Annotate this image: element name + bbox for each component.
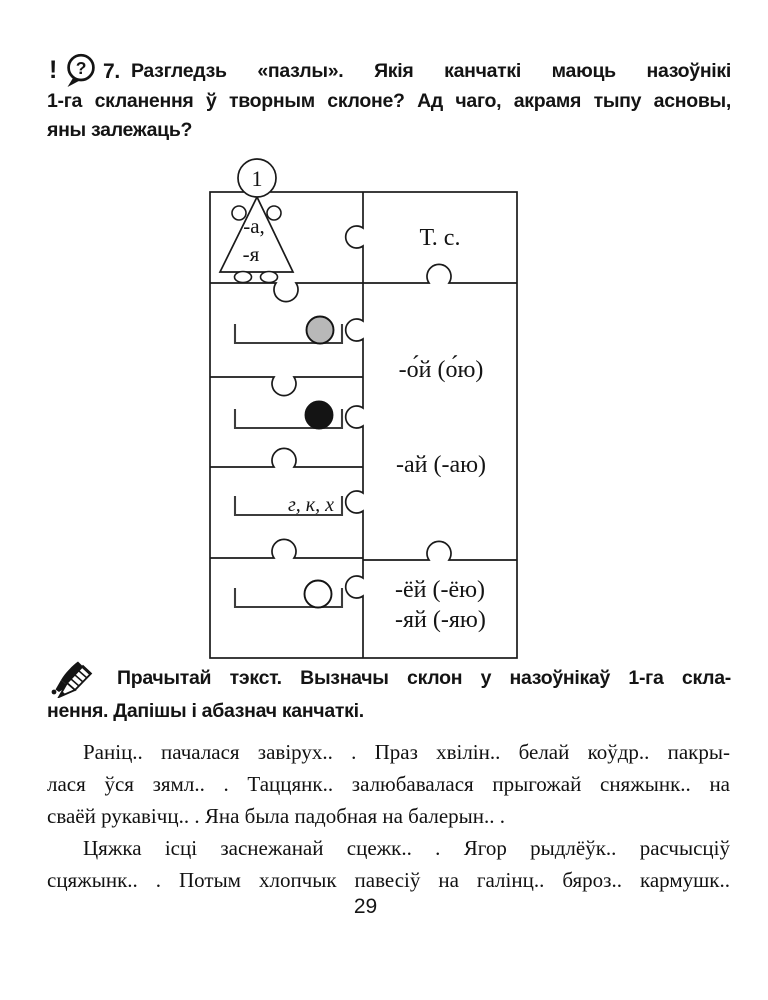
label-instrumental-case: Т. с. — [419, 225, 461, 251]
task2-block — [47, 660, 731, 726]
task1-line: яны залежаць? — [47, 119, 193, 141]
task2-line: нення. Дапішы і абазнач канчаткі. — [47, 700, 364, 722]
doll-foot-left — [235, 272, 252, 283]
consonants-label: г, к, х — [287, 494, 335, 516]
task1-block — [47, 56, 731, 145]
passage-line: сваёй рукавічц.. . Яна была падобная на балерын.. . — [47, 804, 506, 828]
unstressed-stem-circle-black — [306, 402, 333, 429]
stressed-stem-circle-gray — [307, 317, 334, 344]
writing-tools-icon — [47, 658, 111, 698]
task-number: 7. — [103, 59, 120, 83]
puzzle-diagram — [205, 155, 523, 665]
doll-hand-right — [267, 206, 281, 220]
label-soft-ending-line1: -ёй (-ёю) — [395, 577, 486, 603]
passage-line: Цяжка ісці заснежанай сцежк.. . Ягор рыдлёўк.. расчысціў — [83, 836, 730, 860]
passage-line: Раніц.. пачалася завірух.. . Праз хвілін.. белай коўдр.. пакры- — [83, 740, 730, 764]
label-hard-ending: -ай (-аю) — [395, 452, 487, 478]
task2-first-line — [47, 660, 731, 696]
task2-line: Прачытай тэкст. Вызначы склон у назоўнікаў 1-га скла- — [117, 667, 731, 689]
question-bubble-icon — [62, 52, 99, 89]
task1-line: Разгледзь «пазлы». Якія канчаткі маюць назоўнікі — [130, 60, 731, 82]
task1-line: 1-га скланення ў творным склоне? Ад чаго, акрамя тыпу асновы, — [47, 90, 731, 112]
passage-line: сцяжынк.. . Потым хлопчык павесіў на галінц.. бяроз.. кармушк.. — [47, 868, 730, 892]
question-mark: ? — [75, 58, 87, 78]
exclamation-icon: ! — [49, 56, 58, 84]
doll-ending-a: -а, — [243, 214, 265, 238]
label-soft-ending-line2: -яй (-яю) — [395, 607, 486, 633]
passage-line: лася ўся зямл.. . Таццянк.. залюбавалася прыгожай сняжынк.. на — [47, 772, 730, 796]
doll-foot-right — [261, 272, 278, 283]
label-stressed-ending: -о́й (о́ю) — [398, 357, 484, 383]
page-number: 29 — [353, 895, 378, 918]
badge-number: 1 — [251, 166, 263, 191]
task1-first-line — [47, 56, 731, 87]
soft-stem-circle-white — [305, 581, 332, 608]
doll-ending-ya: -я — [242, 242, 260, 266]
passage-block — [47, 736, 730, 896]
